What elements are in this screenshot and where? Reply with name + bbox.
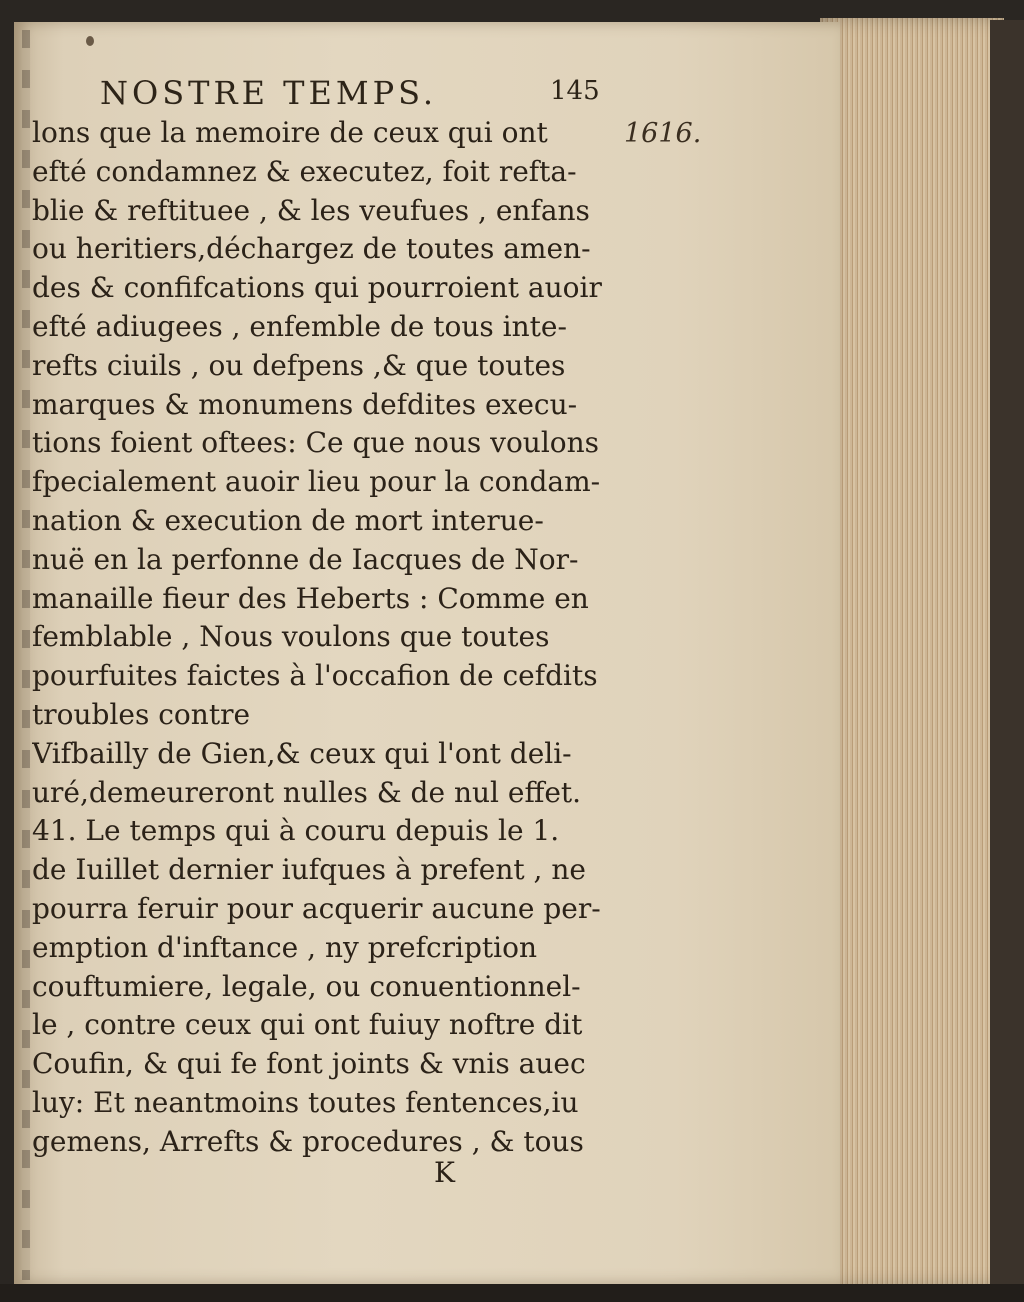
text-line: uré,demeureront nulles & de nul effet. xyxy=(32,775,582,809)
running-title: NOSTRE TEMPS. xyxy=(100,74,438,112)
text-line: marques & monumens defdites execu- xyxy=(32,387,578,421)
text-line: Coufin, & qui fe font joints & vnis auec xyxy=(32,1047,586,1081)
text-line: pourfuites faictes à l'occafion de cefdits xyxy=(32,659,598,693)
page-number: 145 xyxy=(550,76,600,106)
margin-year-note: 1616. xyxy=(624,118,702,149)
text-line: 41. Le temps qui à couru depuis le 1. xyxy=(32,814,560,848)
ink-speck xyxy=(86,36,94,46)
text-line: refts ciuils , ou defpens ,& que toutes xyxy=(32,348,566,382)
text-line: troubles contre xyxy=(32,697,251,731)
page-header xyxy=(100,74,620,114)
text-line: tions foient oftees: Ce que nous voulons xyxy=(32,426,600,460)
page-fore-edge xyxy=(820,18,1004,1286)
text-line: couftumiere, legale, ou conuentionnel- xyxy=(32,969,581,1003)
text-line: Vifbailly de Gien,& ceux qui l'ont deli- xyxy=(32,736,572,770)
text-line: lons que la memoire de ceux qui ont xyxy=(32,116,548,149)
text-line: femblable , Nous voulons que toutes xyxy=(32,620,550,654)
signature-mark: K xyxy=(434,1156,455,1189)
text-line: ou heritiers,déchargez de toutes amen- xyxy=(32,232,591,266)
body-text xyxy=(32,114,622,1162)
text-line: efté adiugees , enfemble de tous inte- xyxy=(32,309,567,343)
text-line: le , contre ceux qui ont fuiuy noftre dit xyxy=(32,1008,583,1042)
text-line: gemens, Arrefts & procedures , & tous xyxy=(32,1124,584,1158)
text-line: manaille fieur des Heberts : Comme en xyxy=(32,581,589,615)
background-bottom xyxy=(0,1284,1024,1302)
text-line: fpecialement auoir lieu pour la condam- xyxy=(32,465,601,499)
text-line: nuë en la perfonne de Iacques de Nor- xyxy=(32,542,579,576)
text-line: de Iuillet dernier iufques à prefent , ne xyxy=(32,853,586,887)
text-line: pourra feruir pour acquerir aucune per- xyxy=(32,891,601,925)
text-line: luy: Et neantmoins toutes fentences,iu xyxy=(32,1085,579,1119)
book-cover-edge xyxy=(990,20,1024,1290)
text-line: efté condamnez & executez, foit refta- xyxy=(32,154,577,188)
text-line: blie & reftituee , & les veufues , enfans xyxy=(32,193,590,227)
text-line: nation & execution de mort interue- xyxy=(32,503,544,537)
text-line: emption d'inftance , ny prefcription xyxy=(32,930,537,964)
gutter-shadow xyxy=(22,30,30,1280)
text-line: des & confifcations qui pourroient auoir xyxy=(32,271,602,305)
